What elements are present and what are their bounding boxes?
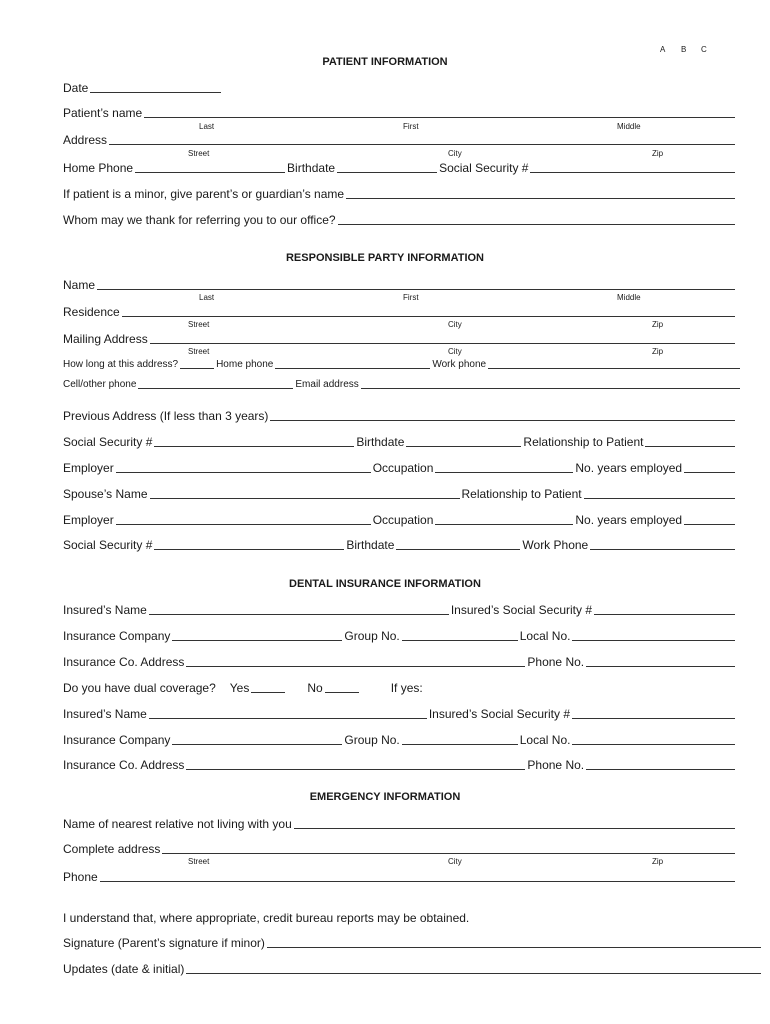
dual-yes-label: Yes bbox=[229, 681, 250, 695]
rp-home-phone-label: Home phone bbox=[216, 359, 274, 370]
group-no-field[interactable] bbox=[402, 639, 518, 641]
sublabel-middle: Middle bbox=[617, 293, 641, 302]
sublabel-middle: Middle bbox=[617, 122, 641, 131]
dual-coverage-row bbox=[63, 680, 737, 695]
relative-row bbox=[63, 816, 737, 831]
patient-address-row bbox=[63, 132, 737, 147]
updates-row bbox=[63, 961, 763, 976]
guardian-field[interactable] bbox=[346, 197, 735, 199]
group-no2-label: Group No. bbox=[344, 733, 400, 747]
previous-address-field[interactable] bbox=[270, 419, 735, 421]
emergency-section-title: EMERGENCY INFORMATION bbox=[309, 791, 461, 803]
spouse-ssn-row bbox=[63, 537, 737, 552]
dual-no-field[interactable] bbox=[325, 691, 359, 693]
spouse-birthdate-label: Birthdate bbox=[346, 538, 395, 552]
sublabel-city: City bbox=[448, 857, 462, 866]
spouse-work-phone-field[interactable] bbox=[590, 548, 735, 550]
insured-name-label: Insured’s Name bbox=[63, 603, 147, 617]
spouse-birthdate-field[interactable] bbox=[396, 548, 520, 550]
if-yes-label: If yes: bbox=[390, 681, 423, 695]
referral-field[interactable] bbox=[338, 223, 735, 225]
insured2-row bbox=[63, 706, 737, 721]
rp-occupation-field[interactable] bbox=[435, 471, 573, 473]
insurance-address2-field[interactable] bbox=[186, 768, 525, 770]
local-no2-field[interactable] bbox=[572, 743, 735, 745]
insured-name-field[interactable] bbox=[149, 613, 449, 615]
group-no-label: Group No. bbox=[344, 629, 400, 643]
spouse-ssn-field[interactable] bbox=[154, 548, 344, 550]
updates-field[interactable] bbox=[186, 972, 761, 974]
rp-mailing-field[interactable] bbox=[150, 342, 735, 344]
insured-ssn-label: Insured’s Social Security # bbox=[450, 603, 593, 617]
spouse-name-field[interactable] bbox=[150, 497, 460, 499]
sublabel-city: City bbox=[448, 347, 462, 356]
rp-employer-label: Employer bbox=[63, 461, 114, 475]
sublabel-city: City bbox=[448, 320, 462, 329]
spouse-row bbox=[63, 486, 737, 501]
sublabel-street: Street bbox=[188, 149, 210, 158]
relative-label: Name of nearest relative not living with you bbox=[63, 817, 292, 831]
rp-residence-field[interactable] bbox=[122, 315, 735, 317]
rp-occupation-label: Occupation bbox=[372, 461, 434, 475]
rp-years-label: No. years employed bbox=[575, 461, 683, 475]
insurance-phone-label: Phone No. bbox=[527, 655, 585, 669]
home-phone-label: Home Phone bbox=[63, 161, 134, 175]
insurance-address2-row bbox=[63, 757, 737, 772]
emergency-phone-row bbox=[63, 869, 737, 884]
patient-name-sublabels bbox=[63, 122, 737, 132]
patient-address-sublabels bbox=[63, 149, 737, 159]
spouse-relationship-label: Relationship to Patient bbox=[461, 487, 582, 501]
dual-yes-field[interactable] bbox=[251, 691, 285, 693]
referral-label: Whom may we thank for referring you to our office? bbox=[63, 213, 336, 227]
rp-name-label: Name bbox=[63, 278, 96, 292]
spouse-employer-row bbox=[63, 512, 737, 527]
spouse-relationship-field[interactable] bbox=[584, 497, 735, 499]
spouse-work-phone-label: Work Phone bbox=[522, 538, 589, 552]
insurance-company2-field[interactable] bbox=[172, 743, 342, 745]
credit-statement: I understand that, where appropriate, credit bureau reports may be obtained. bbox=[63, 911, 470, 925]
how-long-label: How long at this address? bbox=[63, 359, 179, 370]
rp-home-phone-field[interactable] bbox=[275, 367, 430, 369]
sublabel-zip: Zip bbox=[652, 320, 664, 329]
date-row bbox=[63, 80, 223, 95]
spouse-years-field[interactable] bbox=[684, 523, 735, 525]
spouse-employer-field[interactable] bbox=[116, 523, 371, 525]
birthdate-label: Birthdate bbox=[287, 161, 336, 175]
insurance-company-row bbox=[63, 628, 737, 643]
sublabel-zip: Zip bbox=[652, 149, 664, 158]
patient-address-field[interactable] bbox=[109, 143, 735, 145]
rp-relationship-field[interactable] bbox=[645, 445, 735, 447]
insured-row bbox=[63, 602, 737, 617]
signature-label: Signature (Parent’s signature if minor) bbox=[63, 936, 265, 950]
email-field[interactable] bbox=[361, 387, 740, 389]
option-a: A bbox=[660, 45, 666, 54]
rp-mailing-label: Mailing Address bbox=[63, 332, 148, 346]
insurance-address-label: Insurance Co. Address bbox=[63, 655, 185, 669]
dual-no-label: No bbox=[307, 681, 323, 695]
home-phone-field[interactable] bbox=[135, 171, 285, 173]
insurance-phone2-label: Phone No. bbox=[527, 758, 585, 772]
local-no-field[interactable] bbox=[572, 639, 735, 641]
sublabel-city: City bbox=[448, 149, 462, 158]
emergency-phone-label: Phone bbox=[63, 870, 98, 884]
rp-residence-label: Residence bbox=[63, 305, 120, 319]
date-label: Date bbox=[63, 81, 89, 95]
previous-address-label: Previous Address (If less than 3 years) bbox=[63, 409, 269, 423]
relative-field[interactable] bbox=[294, 827, 735, 829]
sublabel-last: Last bbox=[199, 293, 215, 302]
responsible-section-title: RESPONSIBLE PARTY INFORMATION bbox=[285, 252, 484, 264]
rp-name-row bbox=[63, 277, 737, 292]
insurance-company2-row bbox=[63, 732, 737, 747]
patient-name-row bbox=[63, 105, 737, 120]
emergency-phone-field[interactable] bbox=[100, 880, 735, 882]
rp-name-sublabels bbox=[63, 293, 737, 303]
complete-address-sublabels bbox=[63, 857, 737, 867]
rp-residence-row bbox=[63, 304, 737, 319]
ssn-label: Social Security # bbox=[439, 161, 529, 175]
sublabel-zip: Zip bbox=[652, 857, 664, 866]
rp-residence-sublabels bbox=[63, 320, 737, 330]
complete-address-row bbox=[63, 841, 737, 856]
patient-address-label: Address bbox=[63, 133, 108, 147]
patient-phone-row bbox=[63, 160, 737, 175]
complete-address-label: Complete address bbox=[63, 842, 161, 856]
insurance-phone2-field[interactable] bbox=[586, 768, 735, 770]
insured2-name-field[interactable] bbox=[149, 717, 427, 719]
guardian-row bbox=[63, 186, 737, 201]
cell-phone-label: Cell/other phone bbox=[63, 379, 137, 390]
option-c: C bbox=[701, 45, 707, 54]
insurance-company-label: Insurance Company bbox=[63, 629, 171, 643]
insurance-address-row bbox=[63, 654, 737, 669]
rp-contact-row bbox=[63, 376, 742, 391]
spouse-occupation-field[interactable] bbox=[435, 523, 573, 525]
referral-row bbox=[63, 212, 737, 227]
local-no2-label: Local No. bbox=[519, 733, 571, 747]
patient-name-label: Patient’s name bbox=[63, 106, 143, 120]
spouse-employer-label: Employer bbox=[63, 513, 114, 527]
rp-work-phone-field[interactable] bbox=[488, 367, 740, 369]
sublabel-first: First bbox=[403, 293, 419, 302]
rp-ssn-label: Social Security # bbox=[63, 435, 153, 449]
insured-ssn-field[interactable] bbox=[594, 613, 735, 615]
rp-ssn-field[interactable] bbox=[154, 445, 354, 447]
insurance-address-field[interactable] bbox=[186, 665, 525, 667]
how-long-field[interactable] bbox=[180, 367, 214, 369]
spouse-name-label: Spouse’s Name bbox=[63, 487, 148, 501]
rp-ssn-row bbox=[63, 434, 737, 449]
credit-row bbox=[63, 910, 737, 925]
rp-birthdate-label: Birthdate bbox=[356, 435, 405, 449]
spouse-ssn-label: Social Security # bbox=[63, 538, 153, 552]
signature-row bbox=[63, 935, 763, 950]
rp-relationship-label: Relationship to Patient bbox=[523, 435, 644, 449]
rp-name-field[interactable] bbox=[97, 288, 735, 290]
guardian-label: If patient is a minor, give parent’s or guardian’s name bbox=[63, 187, 345, 201]
rp-birthdate-field[interactable] bbox=[406, 445, 521, 447]
dual-coverage-label: Do you have dual coverage? bbox=[63, 681, 216, 695]
signature-field[interactable] bbox=[267, 946, 761, 948]
group-no2-field[interactable] bbox=[402, 743, 518, 745]
insurance-address2-label: Insurance Co. Address bbox=[63, 758, 185, 772]
complete-address-field[interactable] bbox=[162, 852, 735, 854]
insurance-section-title: DENTAL INSURANCE INFORMATION bbox=[289, 578, 481, 590]
rp-employer-row bbox=[63, 460, 737, 475]
birthdate-field[interactable] bbox=[337, 171, 437, 173]
rp-employer-field[interactable] bbox=[116, 471, 371, 473]
sublabel-first: First bbox=[403, 122, 419, 131]
ssn-field[interactable] bbox=[530, 171, 735, 173]
previous-address-row bbox=[63, 408, 737, 423]
insured2-ssn-field[interactable] bbox=[572, 717, 735, 719]
spouse-occupation-label: Occupation bbox=[372, 513, 434, 527]
cell-phone-field[interactable] bbox=[138, 387, 293, 389]
rp-duration-row bbox=[63, 356, 742, 371]
sublabel-street: Street bbox=[188, 857, 210, 866]
sublabel-zip: Zip bbox=[652, 347, 664, 356]
patient-name-field[interactable] bbox=[144, 116, 735, 118]
option-b: B bbox=[681, 45, 687, 54]
sublabel-street: Street bbox=[188, 347, 210, 356]
insured2-name-label: Insured’s Name bbox=[63, 707, 147, 721]
email-label: Email address bbox=[295, 379, 359, 390]
insurance-phone-field[interactable] bbox=[586, 665, 735, 667]
insurance-company-field[interactable] bbox=[172, 639, 342, 641]
rp-work-phone-label: Work phone bbox=[432, 359, 487, 370]
local-no-label: Local No. bbox=[519, 629, 571, 643]
insurance-company2-label: Insurance Company bbox=[63, 733, 171, 747]
updates-label: Updates (date & initial) bbox=[63, 962, 185, 976]
rp-years-field[interactable] bbox=[684, 471, 735, 473]
rp-mailing-row bbox=[63, 331, 737, 346]
sublabel-street: Street bbox=[188, 320, 210, 329]
spouse-years-label: No. years employed bbox=[575, 513, 683, 527]
insured2-ssn-label: Insured’s Social Security # bbox=[428, 707, 571, 721]
sublabel-last: Last bbox=[199, 122, 215, 131]
patient-section-title: PATIENT INFORMATION bbox=[322, 56, 448, 68]
date-field[interactable] bbox=[90, 91, 221, 93]
